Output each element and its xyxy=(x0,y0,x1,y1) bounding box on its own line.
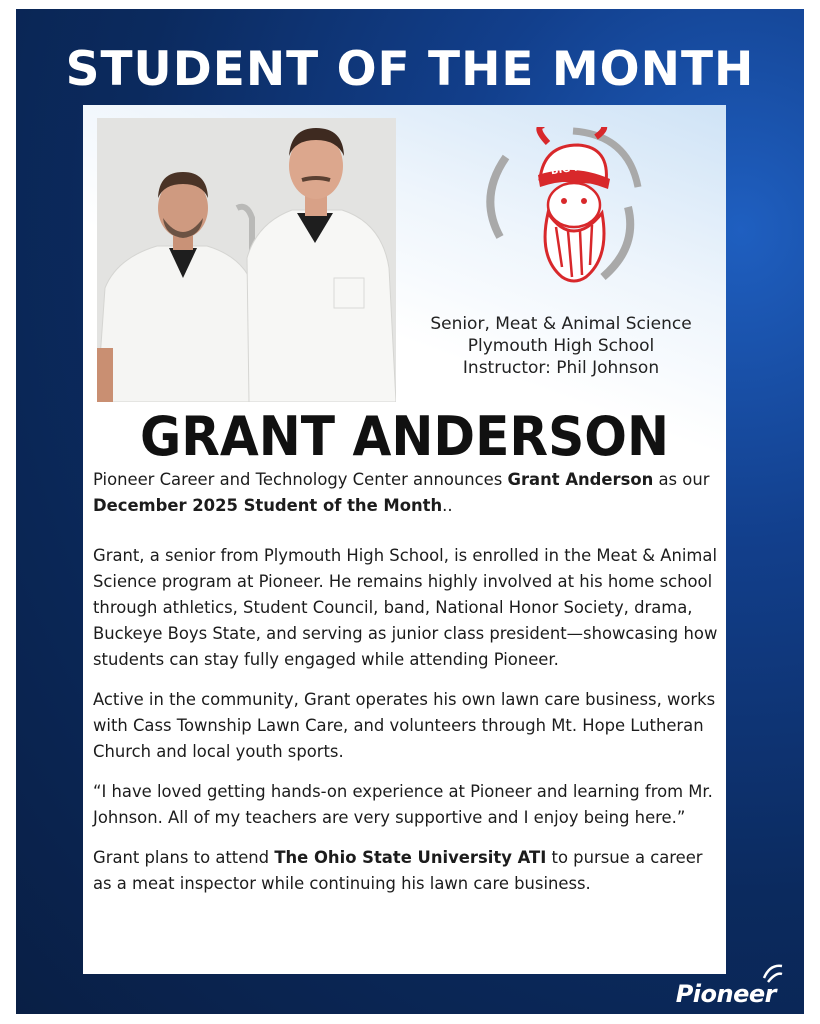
caption-school: Plymouth High School xyxy=(467,336,655,356)
paragraph-community: Active in the community, Grant operates his own lawn care business, works with Cass Township Lawn Care, and volunteers through Mt. Hope Lutheran Church and local youth sports. xyxy=(93,690,716,761)
viking-mascot-icon xyxy=(478,127,643,295)
caption-program: Senior, Meat & Animal Science xyxy=(430,314,692,334)
article-body xyxy=(93,467,723,911)
logo-helmet-text: BIG RED xyxy=(550,159,598,178)
paragraph-quote: “I have loved getting hands-on experience at Pioneer and learning from Mr. Johnson. All of my teachers are very supportive and I enjoy being here.” xyxy=(93,782,713,827)
pioneer-logo: Pioneer xyxy=(675,980,776,1008)
content-panel xyxy=(83,105,726,974)
poster-background xyxy=(16,9,804,1014)
student-caption xyxy=(401,313,721,379)
student-name-bold: Grant Anderson xyxy=(507,470,654,489)
announcement-paragraph: Pioneer Career and Technology Center announces Grant Anderson as our December 2025 Student of the Month.. xyxy=(93,470,710,515)
caption-instructor: Instructor: Phil Johnson xyxy=(462,358,660,378)
award-date-bold: December 2025 Student of the Month xyxy=(93,496,443,515)
paragraph-background: Grant, a senior from Plymouth High School, is enrolled in the Meat & Animal Science program at Pioneer. He remains highly involved at his home school through athletics, Student Council, band, National Honor Society, drama, Buckeye Boys State, and serving as junior class president—showcasing how students can stay fully engaged while attending Pioneer. xyxy=(93,546,718,669)
university-name-bold: The Ohio State University ATI xyxy=(274,848,547,867)
student-instructor-photo xyxy=(97,118,396,402)
page-title: STUDENT OF THE MONTH xyxy=(65,42,755,97)
student-name: GRANT ANDERSON xyxy=(140,405,669,468)
paragraph-plans: Grant plans to attend The Ohio State University ATI to pursue a career as a meat inspector while continuing his lawn care business. xyxy=(93,848,703,893)
